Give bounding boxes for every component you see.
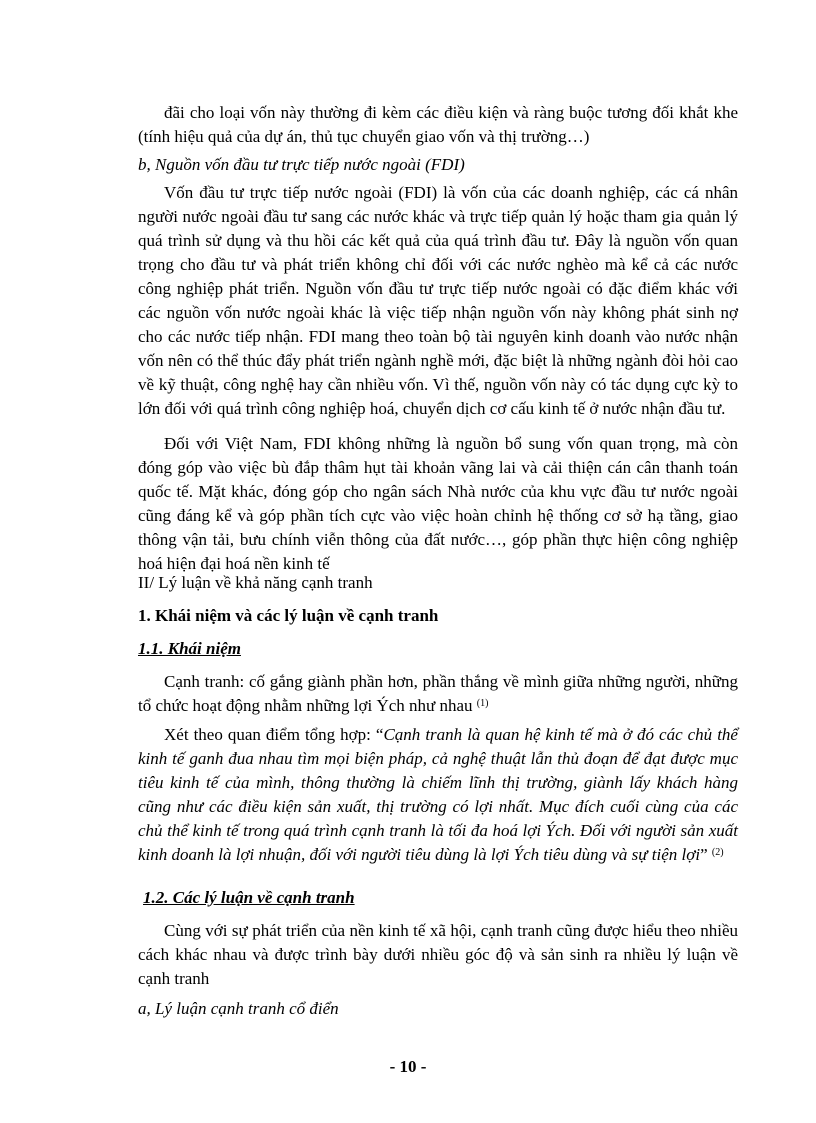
- heading-1-1: 1.1. Khái niệm: [138, 639, 241, 658]
- paragraph-definition: [138, 670, 738, 718]
- paragraph-continuation: đãi cho loại vốn này thường đi kèm các điều kiện và ràng buộc tương đối khắt khe (tính hiệu quả của dự án, thủ tục chuyển giao vốn và thị trường…): [138, 103, 738, 146]
- paragraph-synthesis: [138, 723, 738, 867]
- footnote-ref-2: (2): [711, 847, 724, 858]
- synthesis-quote: Cạnh tranh là quan hệ kinh tế mà ở đó các chủ thể kinh tế ganh đua nhau tìm mọi biện pháp, cả nghệ thuật lẫn thủ đoạn để đạt được mục tiêu kinh tế của mình, thông thường là chiếm lĩnh thị trường, giành lấy khách hàng cũng như các điều kiện sản xuất, thị trường có lợi nhất. Mục đích cuối cùng của các chủ thể kinh tế trong quá trình cạnh tranh là tối đa hoá lợi Ých. Đối với người sản xuất kinh doanh là lợi nhuận, đối với người tiêu dùng là lợi Ých tiêu dùng và sự tiện lợi: [138, 725, 738, 864]
- paragraph-fdi-definition: Vốn đầu tư trực tiếp nước ngoài (FDI) là vốn của các doanh nghiệp, các cá nhân người nước ngoài đầu tư sang các nước khác và trực tiếp quản lý hoặc tham gia quản lý quá trình sử dụng và thu hồi các kết quả của quá trình đầu tư. Đây là nguồn vốn quan trọng cho đầu tư và phát triển không chỉ đối với các nước nghèo mà kể cả các nước công nghiệp phát triển. Nguồn vốn đầu tư trực tiếp nước ngoài có đặc điểm khác với các nguồn vốn nước ngoài khác là việc tiếp nhận nguồn vốn này không phát sinh nợ cho các nước tiếp nhận. FDI mang theo toàn bộ tài nguyên kinh doanh vào nước nhận vốn nên có thể thúc đẩy phát triển ngành nghề mới, đặc biệt là những ngành đòi hỏi cao về kỹ thuật, công nghệ hay cần nhiều vốn. Vì thế, nguồn vốn này có tác dụng cực kỳ to lớn đối với quá trình công nghiệp hoá, chuyển dịch cơ cấu kinh tế ở nước nhận đầu tư.: [138, 183, 738, 418]
- section-heading-ii: II/ Lý luận về khả năng cạnh tranh: [138, 573, 373, 592]
- subheading-fdi: b, Nguồn vốn đầu tư trực tiếp nước ngoài (FDI): [138, 155, 465, 174]
- subheading-classic: a, Lý luận cạnh tranh cổ điển: [138, 999, 339, 1018]
- paragraph-theories: Cùng với sự phát triển của nền kinh tế xã hội, cạnh tranh cũng được hiểu theo nhiều cách khác nhau và được trình bày dưới nhiều góc độ và sản sinh ra nhiều lý luận về cạnh tranh: [138, 921, 738, 988]
- footnote-ref-1: (1): [476, 698, 489, 709]
- paragraph-vietnam: Đối với Việt Nam, FDI không những là nguồn bổ sung vốn quan trọng, mà còn đóng góp vào việc bù đắp thâm hụt tài khoản vãng lai và cải thiện cán cân thanh toán quốc tế. Mặt khác, đóng góp cho ngân sách Nhà nước của khu vực đầu tư nước ngoài cũng đáng kể và góp phần tích cực vào việc hoàn chỉnh hệ thống cơ sở hạ tầng, giao thông vận tải, bưu chính viễn thông của đất nước…, góp phần thực hiện công nghiệp hoá hiện đại hoá nền kinh tế: [138, 434, 738, 573]
- synthesis-close: ”: [700, 845, 708, 864]
- definition-text: Cạnh tranh: cố gắng giành phần hơn, phần thắng về mình giữa những người, những tổ chức hoạt động nhằm những lợi Ých như nhau: [138, 672, 738, 715]
- page-number: - 10 -: [389, 1057, 427, 1076]
- synthesis-intro: Xét theo quan điểm tổng hợp: “: [164, 725, 384, 744]
- heading-1: 1. Khái niệm và các lý luận về cạnh tranh: [138, 606, 439, 625]
- heading-1-2: 1.2. Các lý luận về cạnh tranh: [143, 888, 355, 907]
